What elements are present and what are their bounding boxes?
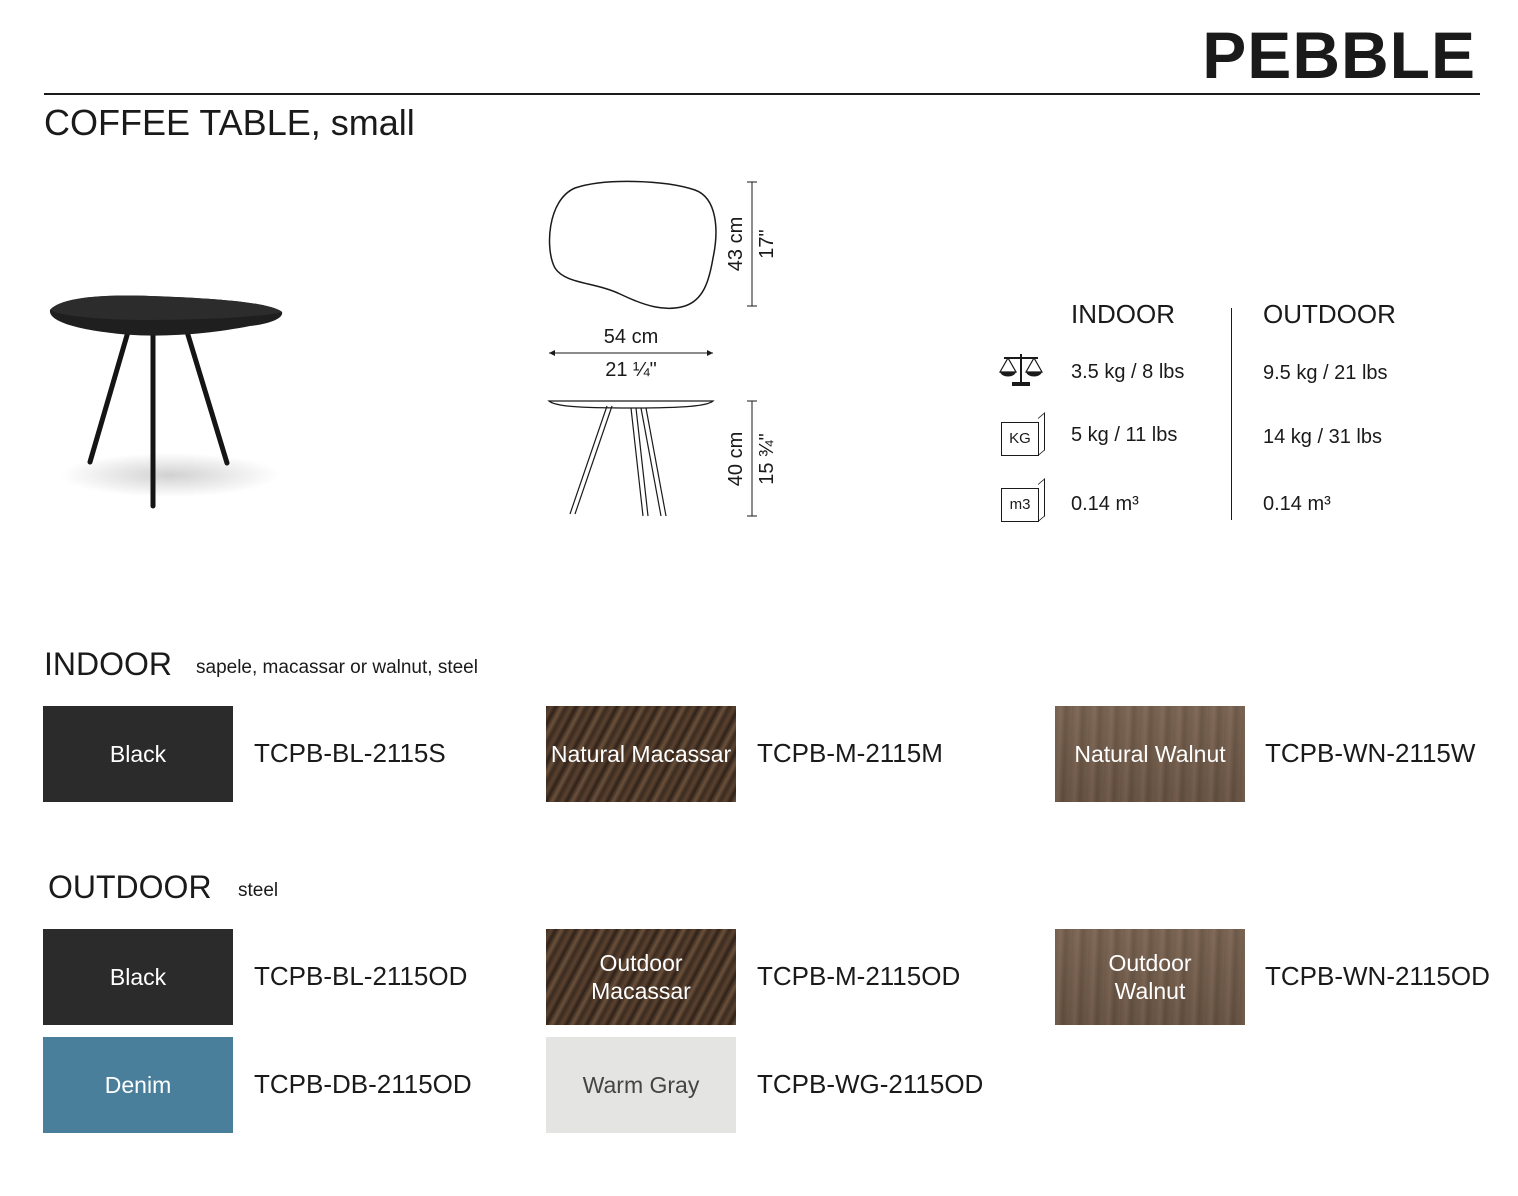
- spec-volume-indoor: 0.14 m³: [1071, 493, 1139, 515]
- spec-header-outdoor: OUTDOOR: [1263, 299, 1396, 329]
- depth-in-label: 17": [756, 229, 778, 259]
- product-subtitle: COFFEE TABLE, small: [44, 102, 415, 143]
- header-divider: [44, 93, 1480, 95]
- brand-title: PEBBLE: [1202, 18, 1476, 92]
- swatch-outdoor-black[interactable]: Black: [43, 929, 233, 1025]
- code-indoor-natural-walnut: TCPB-WN-2115W: [1265, 738, 1476, 768]
- code-outdoor-denim: TCPB-DB-2115OD: [254, 1069, 472, 1099]
- spec-header-indoor: INDOOR: [1071, 299, 1175, 329]
- spec-package-weight-outdoor: 14 kg / 31 lbs: [1263, 426, 1382, 448]
- indoor-section-title: INDOOR: [44, 646, 172, 682]
- spec-column-divider: [1231, 308, 1232, 520]
- code-outdoor-macassar: TCPB-M-2115OD: [757, 961, 961, 991]
- swatch-outdoor-macassar[interactable]: Outdoor Macassar: [546, 929, 736, 1025]
- product-photo: [40, 280, 300, 520]
- outdoor-materials: steel: [238, 880, 279, 901]
- swatch-indoor-natural-walnut[interactable]: Natural Walnut: [1055, 706, 1245, 802]
- code-outdoor-warm-gray: TCPB-WG-2115OD: [757, 1069, 984, 1099]
- outdoor-section-title: OUTDOOR: [48, 869, 212, 905]
- width-in-label: 21 ¼": [605, 359, 657, 381]
- indoor-materials: sapele, macassar or walnut, steel: [196, 657, 478, 678]
- swatch-outdoor-warm-gray[interactable]: Warm Gray: [546, 1037, 736, 1133]
- height-cm-label: 40 cm: [725, 431, 747, 487]
- spec-package-weight-indoor: 5 kg / 11 lbs: [1071, 424, 1178, 446]
- code-outdoor-walnut: TCPB-WN-2115OD: [1265, 961, 1490, 991]
- top-view-outline: [550, 181, 716, 308]
- package-volume-icon: m3: [1001, 488, 1039, 522]
- scale-icon: [998, 350, 1044, 390]
- swatch-outdoor-denim[interactable]: Denim: [43, 1037, 233, 1133]
- swatch-indoor-black[interactable]: Black: [43, 706, 233, 802]
- width-cm-label: 54 cm: [603, 326, 659, 348]
- swatch-outdoor-walnut[interactable]: Outdoor Walnut: [1055, 929, 1245, 1025]
- height-in-label: 15 ¾": [756, 433, 778, 485]
- depth-cm-label: 43 cm: [725, 216, 747, 272]
- spec-volume-outdoor: 0.14 m³: [1263, 493, 1331, 515]
- code-indoor-natural-macassar: TCPB-M-2115M: [757, 738, 943, 768]
- spec-weight-indoor: 3.5 kg / 8 lbs: [1071, 361, 1185, 383]
- code-indoor-black: TCPB-BL-2115S: [254, 738, 446, 768]
- swatch-indoor-natural-macassar[interactable]: Natural Macassar: [546, 706, 736, 802]
- spec-weight-outdoor: 9.5 kg / 21 lbs: [1263, 362, 1388, 384]
- code-outdoor-black: TCPB-BL-2115OD: [254, 961, 468, 991]
- package-weight-icon: KG: [1001, 422, 1039, 456]
